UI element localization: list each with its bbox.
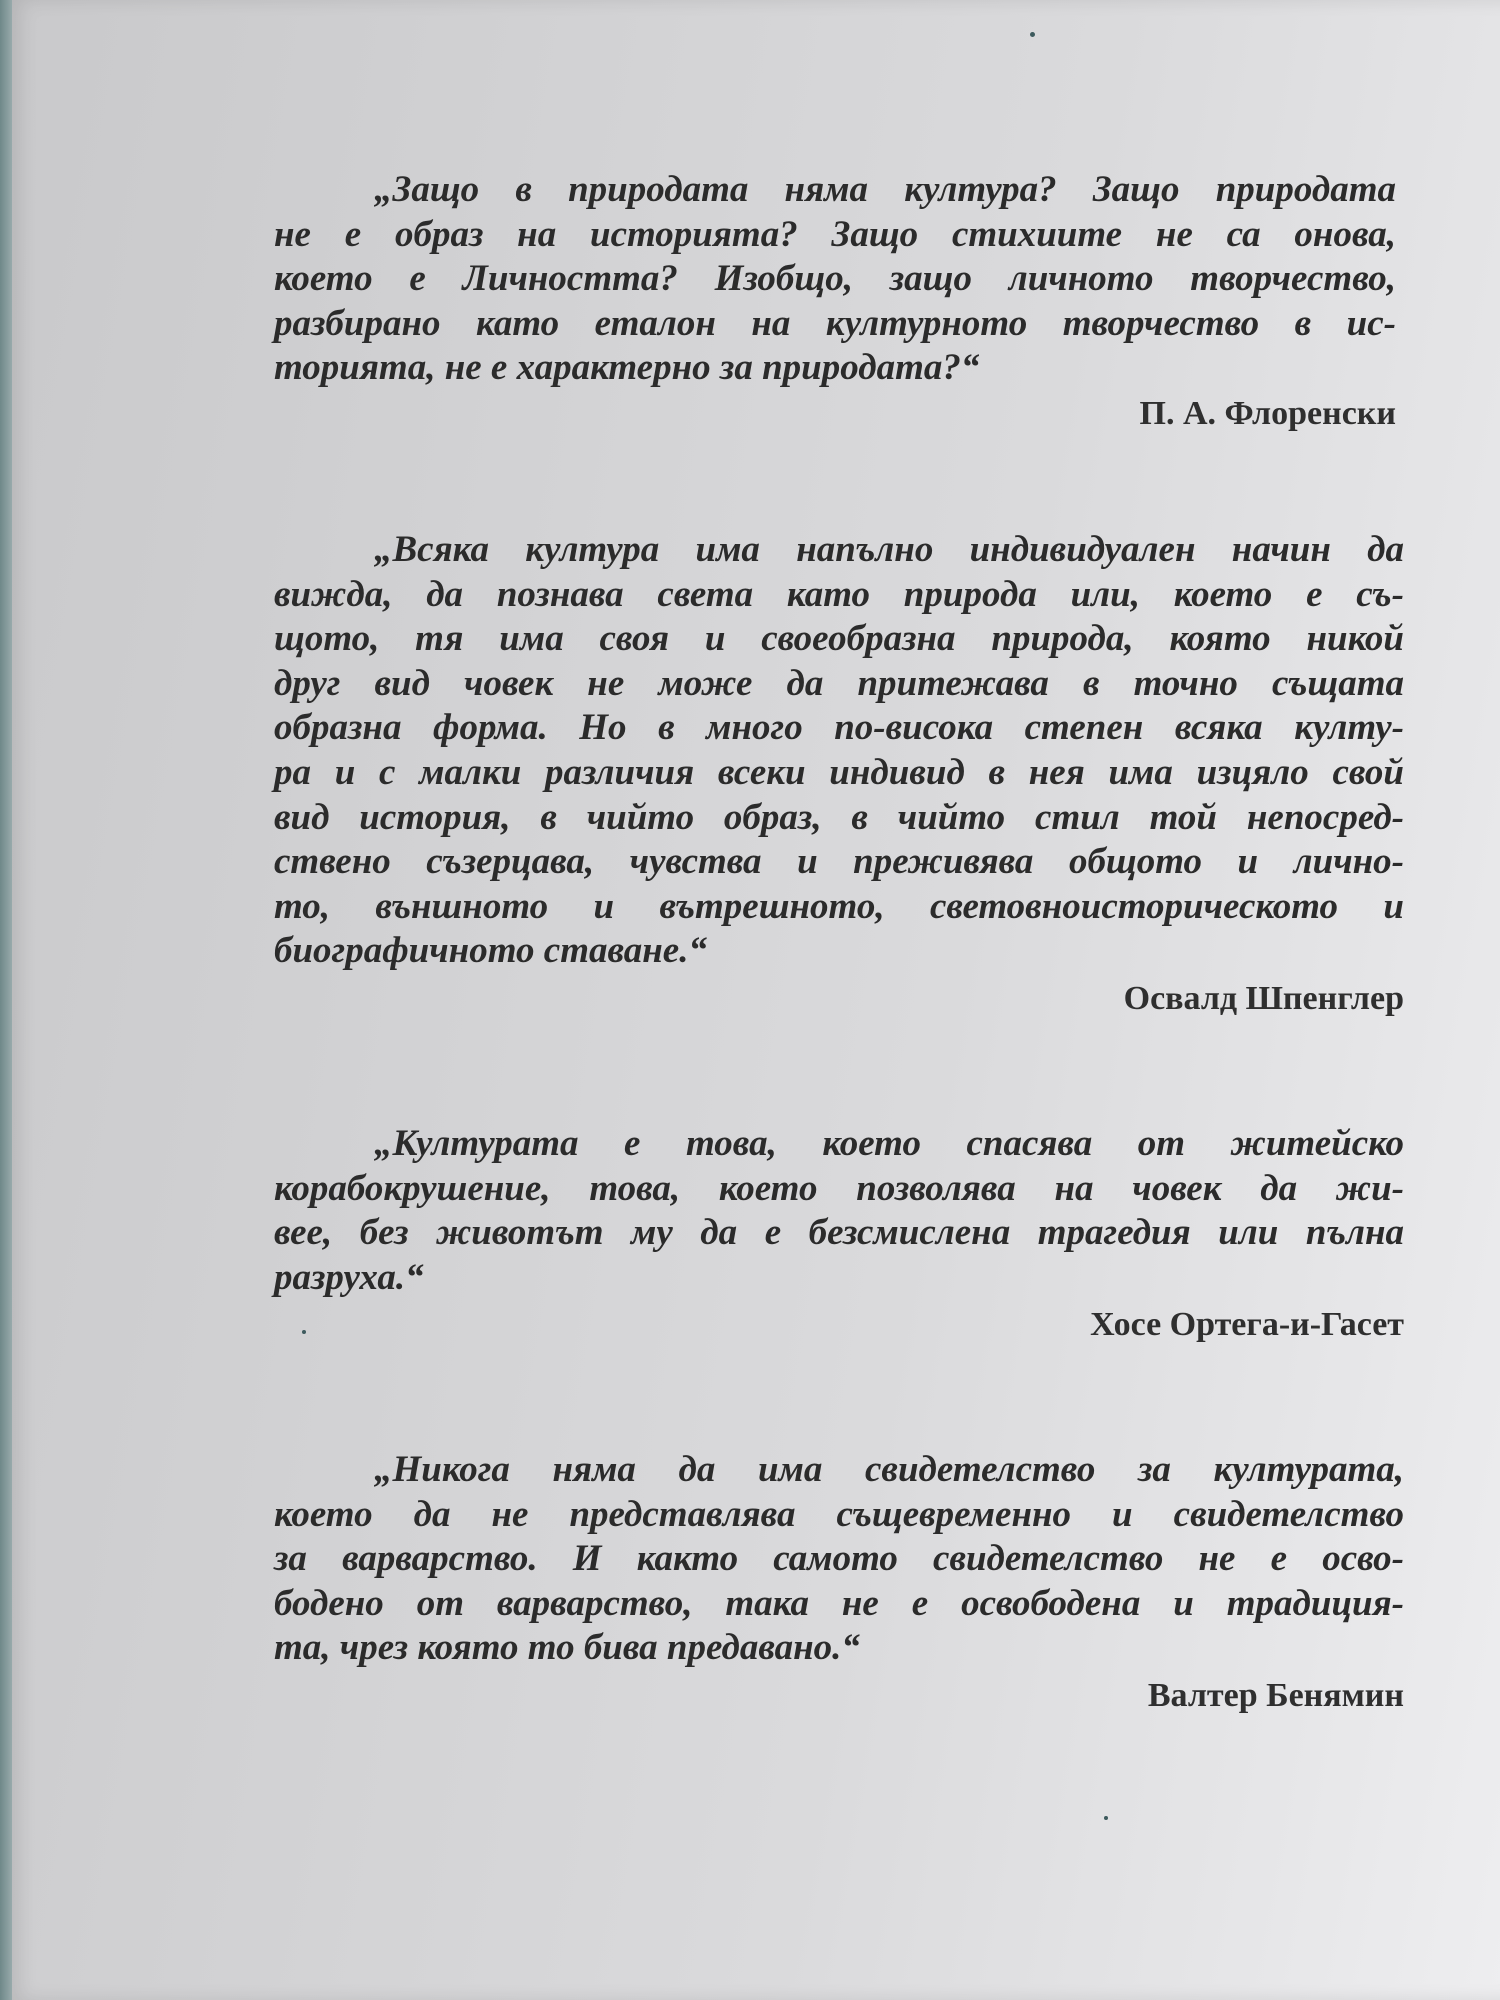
quote-line: ствено съзерцава, чувства и преживява общото и лично- (274, 841, 1404, 883)
quote-line: вижда, да познава света като природа или, което е съ- (274, 573, 1404, 615)
quote-author: Валтер Бенямин (1147, 1676, 1404, 1714)
quote-line: „Всяка култура има напълно индивидуален начин да (374, 529, 1404, 570)
quote-line: корабокрушение, това, което позволява на човек да жи- (274, 1167, 1404, 1209)
quote-line: та, чрез която то бива предавано.“ (274, 1627, 860, 1669)
quote-benjamin (274, 1448, 1404, 1715)
quote-florensky (274, 168, 1396, 433)
quote-line: разруха.“ (274, 1256, 424, 1298)
quote-line: образна форма. Но в много по-висока степен всяка култу- (274, 707, 1404, 749)
quote-line: не е образ на историята? Защо стихиите не са онова, (274, 213, 1396, 255)
quote-line: „Никога няма да има свидетелство за културата, (374, 1449, 1404, 1490)
quote-line: разбирано като еталон на културното творчество в ис- (274, 302, 1396, 344)
paper-speck (302, 1330, 306, 1334)
quote-author: Освалд Шпенглер (1123, 979, 1404, 1017)
quote-ortega (274, 1122, 1404, 1344)
paper-speck (1104, 1816, 1108, 1820)
quote-line: което е Личността? Изобщо, защо личното творчество, (274, 258, 1396, 300)
quote-line: щото, тя има своя и своеобразна природа, която никой (274, 618, 1404, 660)
quote-line: ра и с малки различия всеки индивид в нея има изцяло свой (274, 751, 1404, 793)
quote-line: биографичното ставане.“ (274, 930, 707, 972)
quote-line: за варварство. И както самото свидетелство не е осво- (274, 1538, 1404, 1580)
quote-line: което да не представлява същевременно и свидетелство (274, 1493, 1404, 1535)
paper-speck (1030, 32, 1035, 37)
quote-author: П. А. Флоренски (1139, 394, 1396, 432)
page-edge (0, 0, 12, 2000)
quote-text (274, 1448, 1404, 1671)
quote-line: вее, без животът му да е безсмислена трагедия или пълна (274, 1212, 1404, 1254)
book-page (12, 0, 1500, 2000)
quote-line: „Културата е това, което спасява от житейско (374, 1123, 1404, 1164)
quote-text (274, 528, 1404, 974)
quote-text (274, 168, 1396, 391)
quote-spengler (274, 528, 1404, 1018)
quote-line: бодено от варварство, така не е освободена и традиция- (274, 1582, 1404, 1624)
quote-text (274, 1122, 1404, 1300)
quote-author: Хосе Ортега-и-Гасет (1090, 1306, 1404, 1344)
quote-line: друг вид човек не може да притежава в точно същата (274, 662, 1404, 704)
quote-line: „Защо в природата няма култура? Защо природата (374, 169, 1396, 210)
quote-line: то, външното и вътрешното, световноисторическото и (274, 885, 1404, 927)
quote-line: торията, не е характерно за природата?“ (274, 347, 980, 389)
quote-line: вид история, в чийто образ, в чийто стил той непосред- (274, 796, 1404, 838)
